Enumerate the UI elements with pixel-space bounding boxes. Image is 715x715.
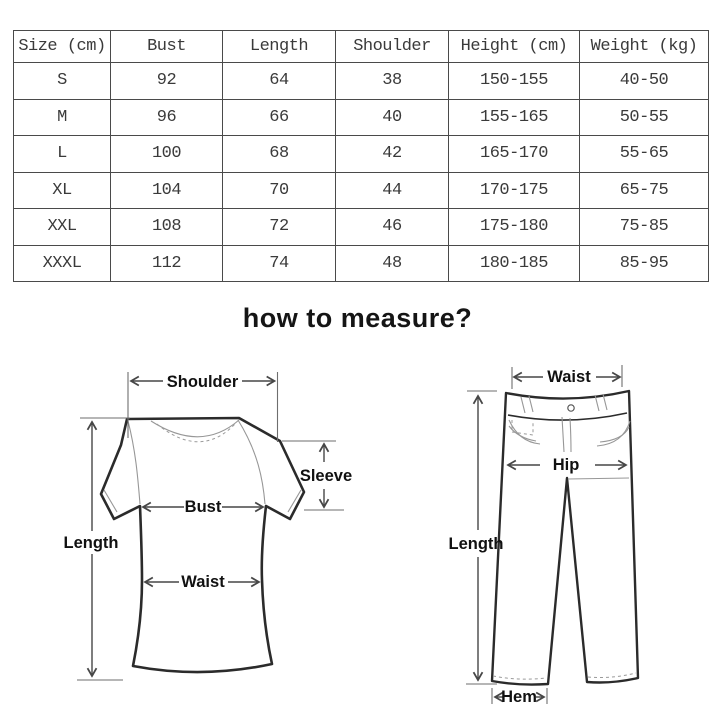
- cell-shoulder: 48: [336, 245, 449, 282]
- measure-diagram: [0, 350, 715, 715]
- cell-weight: 55-65: [580, 136, 709, 173]
- tshirt-outline: [101, 418, 304, 672]
- col-header-weight: Weight (kg): [580, 31, 709, 63]
- cell-weight: 50-55: [580, 99, 709, 136]
- cell-size: XXL: [14, 209, 111, 246]
- cell-shoulder: 44: [336, 172, 449, 209]
- cell-length: 66: [223, 99, 336, 136]
- cell-height: 170-175: [449, 172, 580, 209]
- cell-length: 68: [223, 136, 336, 173]
- shoulder-label: Shoulder: [166, 373, 239, 391]
- table-row-l: [14, 136, 709, 173]
- table-header-row: [14, 31, 709, 63]
- cell-size: XL: [14, 172, 111, 209]
- col-header-length: Length: [223, 31, 336, 63]
- cell-weight: 65-75: [580, 172, 709, 209]
- cell-length: 72: [223, 209, 336, 246]
- cell-height: 180-185: [449, 245, 580, 282]
- size-table: [13, 30, 709, 282]
- table-row-xxl: [14, 209, 709, 246]
- cell-length: 74: [223, 245, 336, 282]
- cell-bust: 108: [111, 209, 223, 246]
- cell-height: 175-180: [449, 209, 580, 246]
- table-row-m: [14, 99, 709, 136]
- tshirt-diagram: [101, 418, 304, 672]
- cell-height: 165-170: [449, 136, 580, 173]
- hem-label: Hem: [501, 688, 537, 706]
- cell-shoulder: 46: [336, 209, 449, 246]
- table-row-xxxl: [14, 245, 709, 282]
- bust-label: Bust: [184, 498, 222, 516]
- cell-bust: 92: [111, 63, 223, 100]
- col-header-shoulder: Shoulder: [336, 31, 449, 63]
- table-row-xl: [14, 172, 709, 209]
- pants-waist-label: Waist: [547, 368, 591, 386]
- how-to-measure-heading: how to measure?: [242, 303, 473, 333]
- cell-length: 64: [223, 63, 336, 100]
- cell-bust: 112: [111, 245, 223, 282]
- cell-bust: 100: [111, 136, 223, 173]
- col-header-height: Height (cm): [449, 31, 580, 63]
- cell-bust: 104: [111, 172, 223, 209]
- pants-length-label: Length: [448, 535, 504, 553]
- cell-height: 150-155: [449, 63, 580, 100]
- table-row-s: [14, 63, 709, 100]
- shirt-waist-label: Waist: [181, 573, 225, 591]
- cell-bust: 96: [111, 99, 223, 136]
- cell-size: M: [14, 99, 111, 136]
- cell-shoulder: 42: [336, 136, 449, 173]
- col-header-bust: Bust: [111, 31, 223, 63]
- cell-size: L: [14, 136, 111, 173]
- pants-diagram: [492, 391, 638, 685]
- cell-weight: 75-85: [580, 209, 709, 246]
- cell-height: 155-165: [449, 99, 580, 136]
- col-header-size: Size (cm): [14, 31, 111, 63]
- cell-shoulder: 40: [336, 99, 449, 136]
- cell-weight: 40-50: [580, 63, 709, 100]
- cell-size: XXXL: [14, 245, 111, 282]
- sleeve-label: Sleeve: [299, 467, 353, 485]
- cell-size: S: [14, 63, 111, 100]
- hip-label: Hip: [552, 456, 580, 474]
- cell-weight: 85-95: [580, 245, 709, 282]
- shirt-length-label: Length: [63, 534, 119, 552]
- cell-shoulder: 38: [336, 63, 449, 100]
- waist-button: [568, 405, 574, 411]
- cell-length: 70: [223, 172, 336, 209]
- pants-outline: [492, 391, 638, 685]
